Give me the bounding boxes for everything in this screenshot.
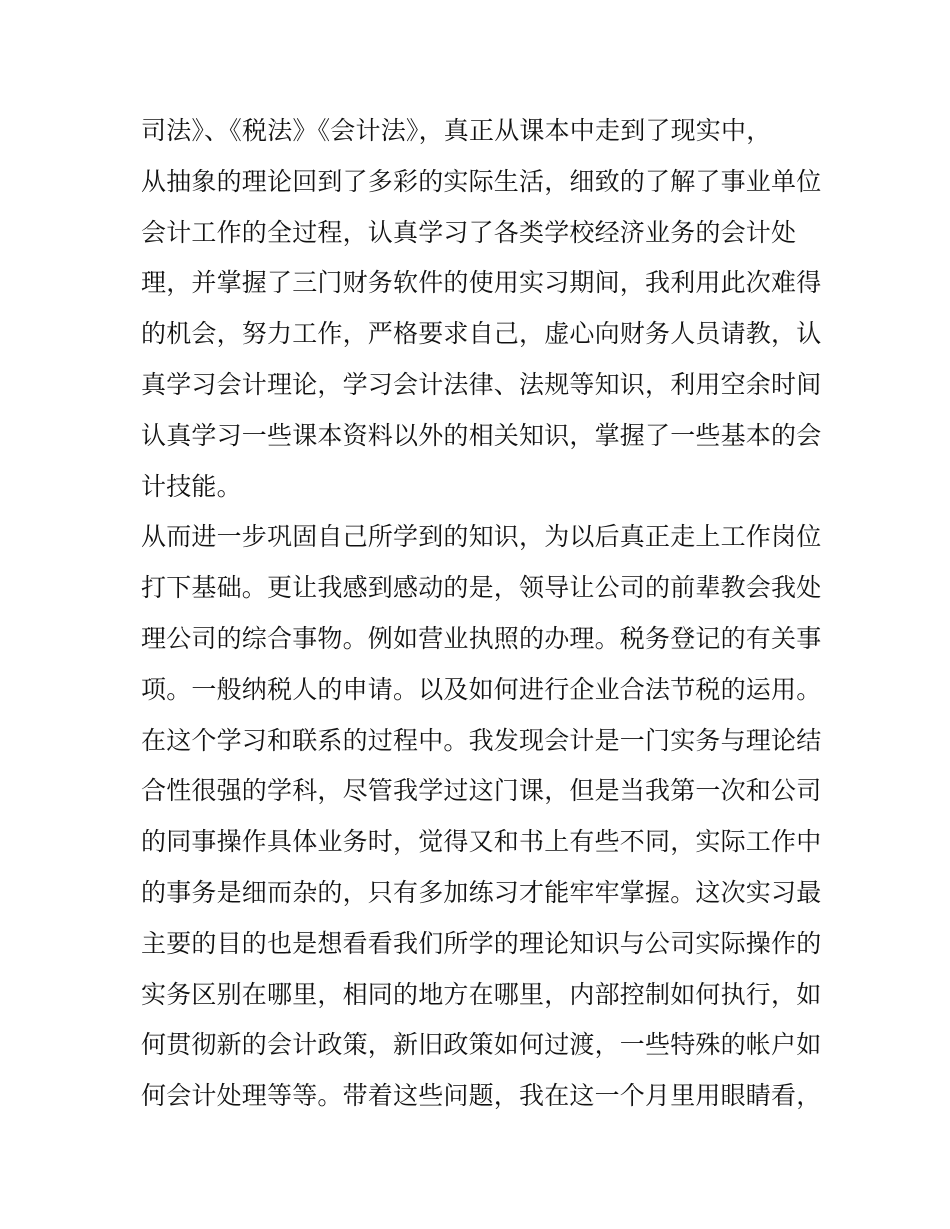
text-line: 会计工作的全过程，认真学习了各类学校经济业务的会计处: [141, 217, 797, 247]
text-line: 何贯彻新的会计政策，新旧政策如何过渡，一些特殊的帐户如: [141, 1030, 822, 1060]
text-line: 实务区别在哪里，相同的地方在哪里，内部控制如何执行，如: [141, 979, 822, 1009]
text-line: 真学习会计理论，学习会计法律、法规等知识，利用空余时间: [141, 369, 822, 399]
text-line: 的事务是细而杂的，只有多加练习才能牢牢掌握。这次实习最: [141, 877, 822, 907]
text-line: 计技能。: [141, 471, 242, 501]
text-line: 项。一般纳税人的申请。以及如何进行企业合法节税的运用。: [141, 674, 822, 704]
text-line: 司法》、《税法》《会计法》，真正从课本中走到了现实中，: [141, 116, 772, 145]
text-line: 从而进一步巩固自己所学到的知识，为以后真正走上工作岗位: [141, 522, 822, 552]
text-line: 在这个学习和联系的过程中。我发现会计是一门实务与理论结: [141, 725, 822, 755]
text-line: 认真学习一些课本资料以外的相关知识，掌握了一些基本的会: [141, 420, 822, 450]
text-line: 打下基础。更让我感到感动的是，领导让公司的前辈教会我处: [141, 573, 822, 603]
body-text: [141, 106, 822, 1122]
text-line: 何会计处理等等。带着这些问题，我在这一个月里用眼睛看，: [141, 1081, 822, 1111]
text-line: 的同事操作具体业务时，觉得又和书上有些不同，实际工作中: [141, 827, 822, 857]
text-line: 合性很强的学科，尽管我学过这门课，但是当我第一次和公司: [141, 776, 822, 806]
text-line: 从抽象的理论回到了多彩的实际生活，细致的了解了事业单位: [141, 166, 822, 196]
text-line: 理公司的综合事物。例如营业执照的办理。税务登记的有关事: [141, 623, 822, 653]
text-line: 理，并掌握了三门财务软件的使用实习期间，我利用此次难得: [141, 268, 822, 298]
text-line: 的机会，努力工作，严格要求自己，虚心向财务人员请教，认: [141, 319, 822, 349]
text-line: 主要的目的也是想看看我们所学的理论知识与公司实际操作的: [141, 928, 822, 958]
